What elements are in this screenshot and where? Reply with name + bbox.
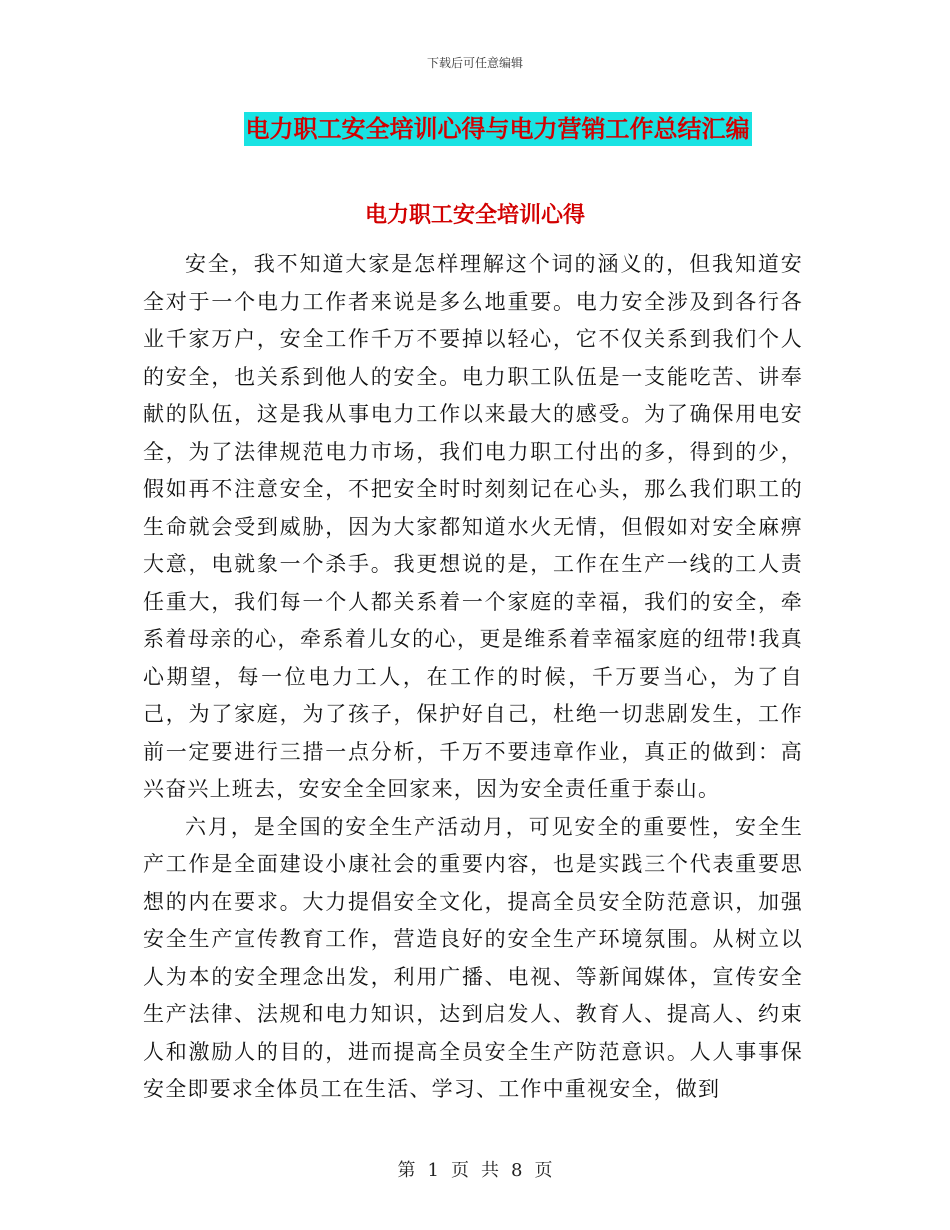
page-number: 1: [427, 1160, 439, 1181]
footer-page-word: 页: [451, 1160, 469, 1181]
paragraph: 安全，我不知道大家是怎样理解这个词的涵义的，但我知道安全对于一个电力工作者来说是多么地重要。电力安全涉及到各行各业千家万户，安全工作千万不要掉以轻心，它不仅关系到我们个人的安全，也关系到他人的安全。电力职工队伍是一支能吃苦、讲奉献的队伍，这是我从事电力工作以来最大的感受。为了确保用电安全，为了法律规范电力市场，我们电力职工付出的多，得到的少，假如再不注意安全，不把安全时时刻刻记在心头，那么我们职工的生命就会受到威胁，因为大家都知道水火无情，但假如对安全麻痹大意，电就象一个杀手。我更想说的是，工作在生产一线的工人责任重大，我们每一个人都关系着一个家庭的幸福，我们的安全，牵系着母亲的心，牵系着儿女的心，更是维系着幸福家庭的纽带!我真心期望，每一位电力工人，在工作的时候，千万要当心，为了自己，为了家庭，为了孩子，保护好自己，杜绝一切悲剧发生，工作前一定要进行三措一点分析，千万不要违章作业，真正的做到：高兴奋兴上班去，安安全全回家来，因为安全责任重于泰山。: [143, 252, 803, 801]
footer-total-word: 共: [481, 1160, 499, 1181]
body-text: [143, 246, 803, 1109]
paragraph: 六月，是全国的安全生产活动月，可见安全的重要性，安全生产工作是全面建设小康社会的重要内容，也是实践三个代表重要思想的内在要求。大力提倡安全文化，提高全员安全防范意识，加强安全生产宣传教育工作，营造良好的安全生产环境氛围。从树立以人为本的安全理念出发，利用广播、电视、等新闻媒体，宣传安全生产法律、法规和电力知识，达到启发人、教育人、提高人、约束人和激励人的目的，进而提高全员安全生产防范意识。人人事事保安全即要求全体员工在生活、学习、工作中重视安全，做到: [143, 814, 803, 1101]
page-total: 8: [511, 1160, 523, 1181]
main-title-wrap: [0, 112, 950, 146]
page-footer: [0, 1156, 950, 1182]
footer-prefix: 第: [397, 1160, 416, 1181]
footer-suffix: 页: [534, 1160, 553, 1181]
section-title: 电力职工安全培训心得: [364, 203, 585, 228]
header-note: 下载后可任意编辑: [426, 56, 523, 70]
document-title: 电力职工安全培训心得与电力营销工作总结汇编: [244, 112, 752, 146]
